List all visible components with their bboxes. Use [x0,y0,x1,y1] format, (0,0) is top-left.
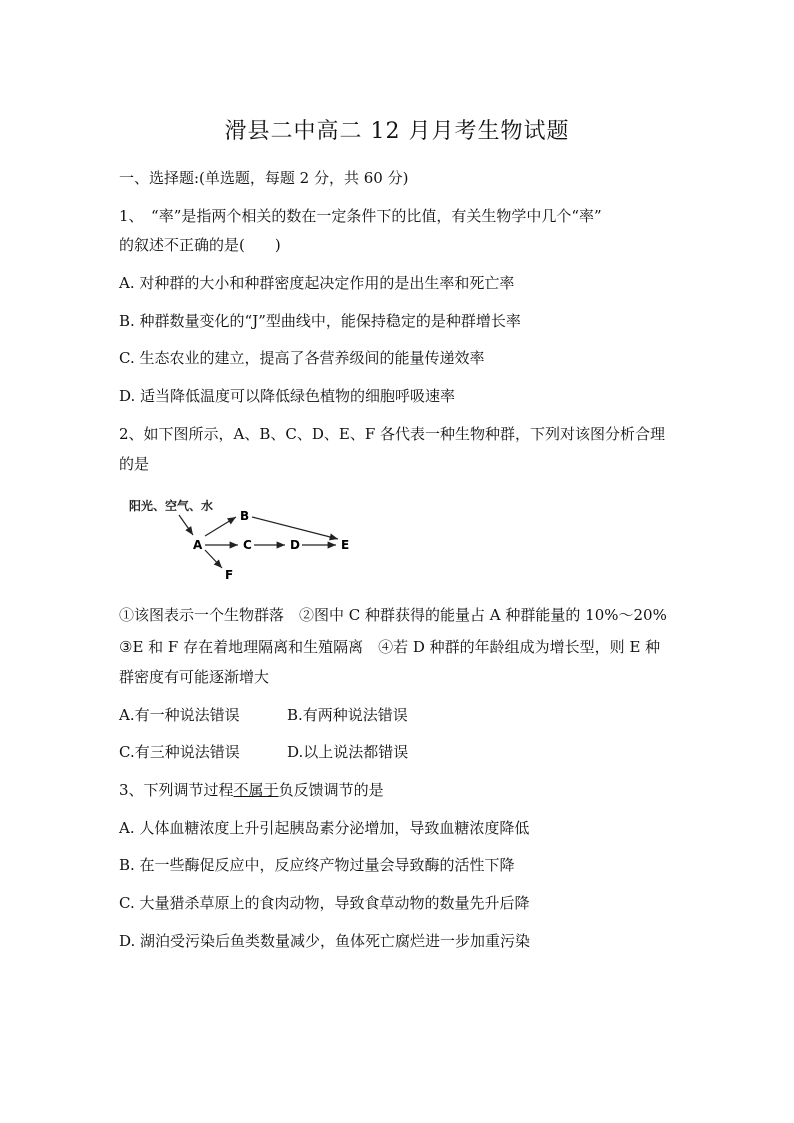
q2-option-d: D.以上说法都错误 [287,743,409,761]
q3-option-a: A. 人体血糖浓度上升引起胰岛素分泌增加，导致血糖浓度降低 [119,819,530,837]
q3-stem-emphasis: 不属于 [233,781,279,799]
q1-stem-line-1: 1、 “率”是指两个相关的数在一定条件下的比值，有关生物学中几个“率” [119,207,602,225]
q1-option-c: C. 生态农业的建立，提高了各营养级间的能量传递效率 [119,349,485,367]
page-title: 滑县二中高二 12 月月考生物试题 [224,119,570,144]
q3-stem [119,779,384,800]
q3-stem-prefix: 3、下列调节过程 [119,781,234,799]
arrow-b-to-e [252,517,338,539]
node-a: A [193,538,203,552]
q1-option-d: D. 适当降低温度可以降低绿色植物的细胞呼吸速率 [119,387,456,405]
q3-option-c: C. 大量猎杀草原上的食肉动物，导致食草动物的数量先升后降 [119,894,530,912]
q2-option-a: A.有一种说法错误 [119,706,240,724]
node-b: B [240,509,250,523]
food-web-diagram [119,490,369,590]
q1-stem-line-2: 的叙述不正确的是( ) [119,236,281,254]
q2-stem-line-2: 的是 [119,455,150,473]
q2-stem-line-1: 2、如下图所示，A、B、C、D、E、F 各代表一种生物种群，下列对该图分析合理 [119,425,666,443]
q2-statement-line-2: ③E 和 F 存在着地理隔离和生殖隔离 ④若 D 种群的年龄组成为增长型，则 E 种 [119,638,661,656]
diagram-source-label: 阳光、空气、水 [129,499,214,513]
q3-option-b: B. 在一些酶促反应中，反应终产物过量会导致酶的活性下降 [119,856,515,874]
q3-option-d: D. 湖泊受污染后鱼类数量减少，鱼体死亡腐烂进一步加重污染 [119,932,531,950]
arrow-source-to-a [179,515,193,535]
q2-option-c: C.有三种说法错误 [119,743,240,761]
q2-option-b: B.有两种说法错误 [287,706,408,724]
node-c: C [243,538,252,552]
arrow-a-to-b [205,517,236,536]
q1-option-b: B. 种群数量变化的“J”型曲线中，能保持稳定的是种群增长率 [119,312,521,330]
node-f: F [225,568,234,582]
q3-stem-suffix: 负反馈调节的是 [278,781,384,799]
node-d: D [290,538,300,552]
q2-statement-line-1: ①该图表示一个生物群落 ②图中 C 种群获得的能量占 A 种群能量的 10%～20% [119,606,667,624]
node-e: E [341,538,350,552]
arrow-a-to-f [205,550,222,568]
q2-statement-line-3: 群密度有可能逐渐增大 [119,668,270,686]
q1-option-a: A. 对种群的大小和种群密度起决定作用的是出生率和死亡率 [119,274,515,292]
section-heading: 一、选择题:(单选题，每题 2 分，共 60 分) [119,169,409,187]
